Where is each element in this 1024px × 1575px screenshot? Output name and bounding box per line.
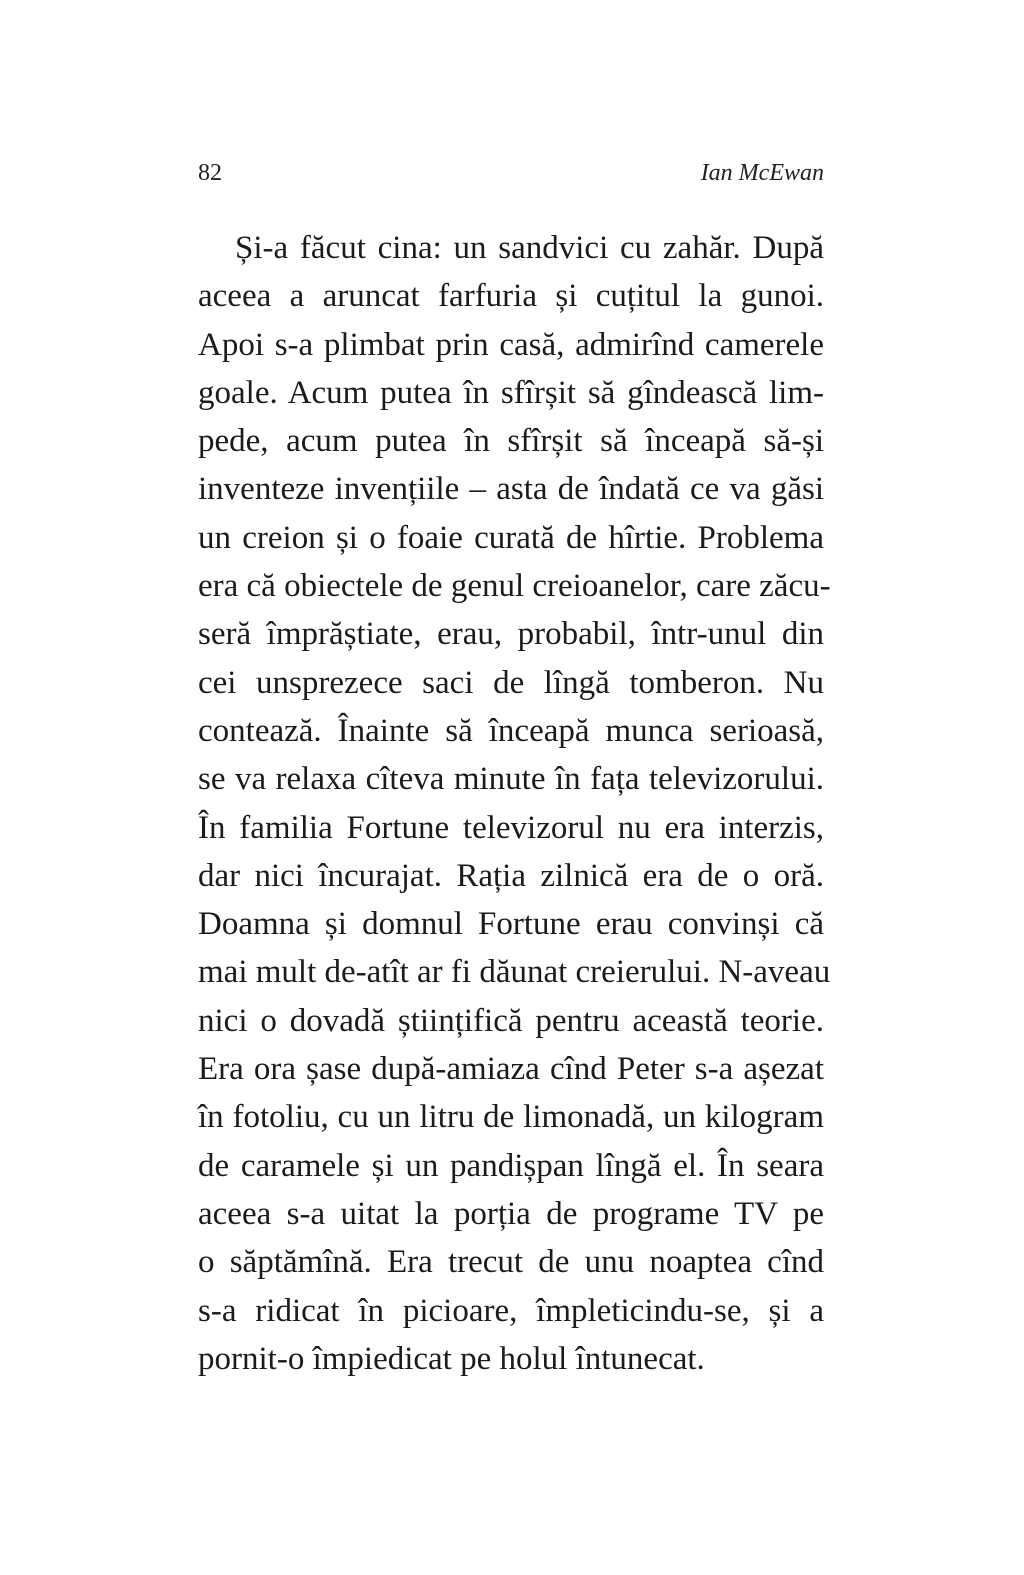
body-paragraph [198, 224, 831, 1383]
text-line: se va relaxa cîteva minute în fața televizorului. [198, 761, 824, 798]
text-line: nici o dovadă științifică pentru această teorie. [198, 1002, 824, 1039]
text-line: pornit-o împiedicat pe holul întunecat. [198, 1340, 705, 1377]
text-line: un creion și o foaie curată de hîrtie. Problema [198, 519, 824, 556]
page-number: 82 [198, 160, 222, 186]
text-line: goale. Acum putea în sfîrșit să gîndească lim- [198, 374, 824, 411]
text-line: o săptămînă. Era trecut de unu noaptea cînd [198, 1244, 824, 1281]
text-line: dar nici încurajat. Rația zilnică era de o oră. [198, 857, 824, 894]
text-line: era că obiectele de genul creioanelor, care zăcu- [198, 568, 831, 605]
text-line: Și-a făcut cina: un sandvici cu zahăr. După [235, 230, 824, 266]
text-line: pede, acum putea în sfîrșit să înceapă să-și [198, 423, 824, 460]
text-line: contează. Înainte să înceapă munca serioasă, [198, 712, 824, 749]
text-line: de caramele și un pandișpan lîngă el. În seara [198, 1147, 824, 1184]
text-line: inventeze invențiile – asta de îndată ce va găsi [198, 471, 824, 508]
text-line: mai mult de-atît ar fi dăunat creierului. N-aveau [198, 954, 831, 991]
text-line: Era ora șase după-amiaza cînd Peter s-a așezat [198, 1051, 824, 1088]
running-title-author: Ian McEwan [700, 160, 824, 186]
text-line: în fotoliu, cu un litru de limonadă, un kilogram [198, 1099, 824, 1136]
running-head [198, 156, 824, 190]
text-line: În familia Fortune televizorul nu era interzis, [198, 809, 824, 846]
text-line: Apoi s-a plimbat prin casă, admirînd camerele [198, 326, 824, 363]
text-line: Doamna și domnul Fortune erau convinși că [198, 906, 824, 943]
text-line: seră împrăștiate, erau, probabil, într-unul din [198, 616, 824, 653]
text-line: s-a ridicat în picioare, împleticindu-se, și a [198, 1292, 824, 1329]
text-line: aceea s-a uitat la porția de programe TV pe [198, 1195, 824, 1232]
text-line: aceea a aruncat farfuria și cuțitul la gunoi. [198, 278, 824, 315]
text-line: cei unsprezece saci de lîngă tomberon. Nu [198, 664, 824, 701]
